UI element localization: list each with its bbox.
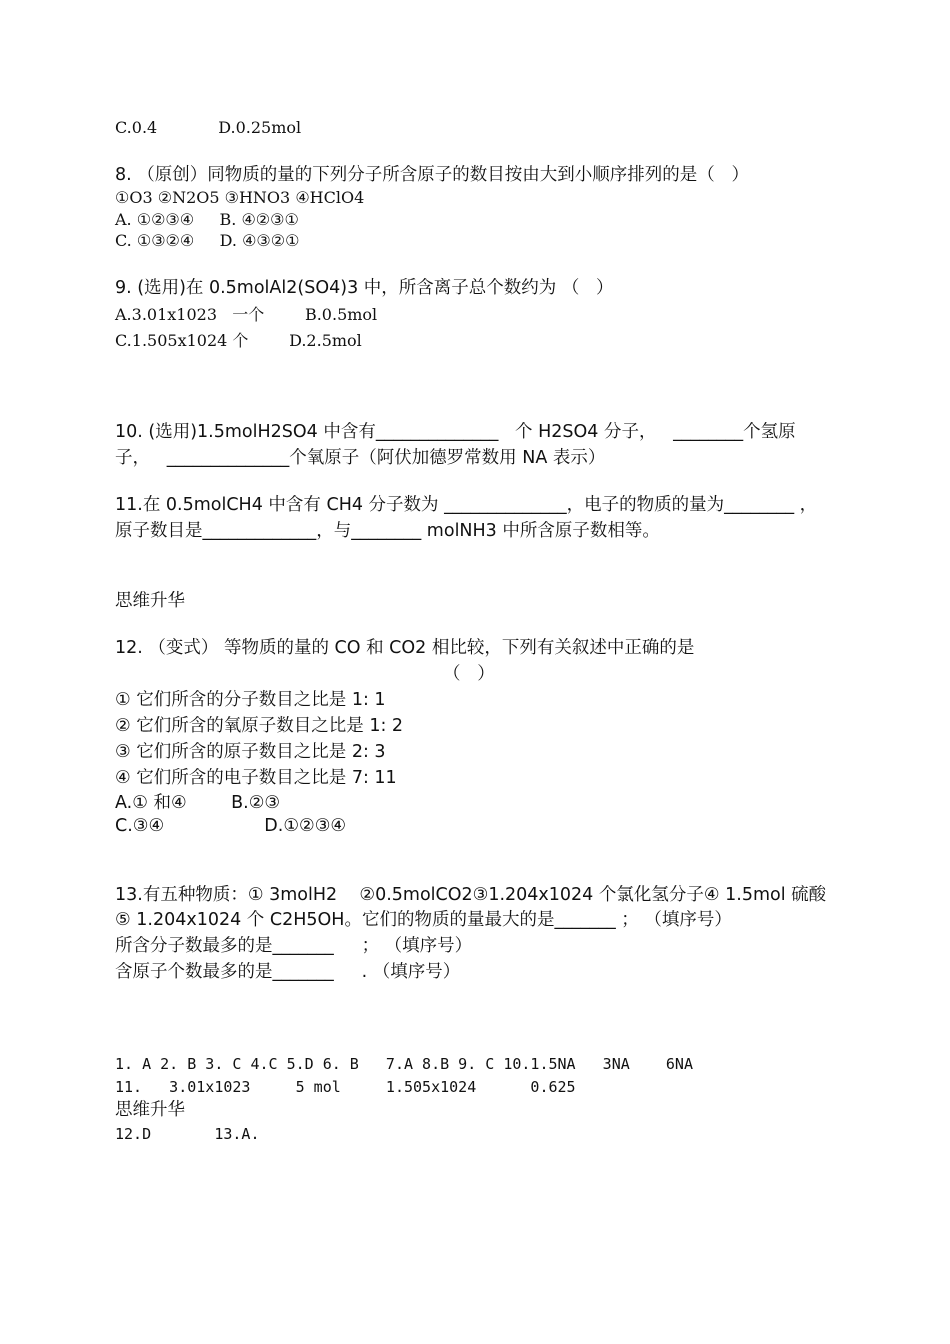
q12-item-3: ③ 它们所含的原子数目之比是 2: 3	[115, 742, 386, 762]
q11-line1: 11.在 0.5molCH4 中含有 CH4 分子数为 ______________，电子的物质的量为________ ，	[115, 495, 818, 515]
q13-line2: ⑤ 1.204x1024 个 C2H5OH。它们的物质的量最大的是_______ ； （填序号）	[115, 910, 732, 930]
q9-stem: 9. (选用)在 0.5molAl2(SO4)3 中，所含离子总个数约为 （ ）	[115, 278, 614, 298]
q11-line2: 原子数目是_____________，与________ molNH3 中所含原子数相等。	[115, 521, 660, 541]
q12-options-cd: C.③④ D.①②③④	[115, 816, 347, 836]
q13-line1: 13.有五种物质：① 3molH2 ②0.5molCO2③1.204x1024 个氯化氢分子④ 1.5mol 硫酸	[115, 885, 827, 905]
q12-item-4: ④ 它们所含的电子数目之比是 7: 11	[115, 768, 397, 788]
answers-line1: 1. A 2. B 3. C 4.C 5.D 6. B 7.A 8.B 9. C 10.1.5NA 3NA 6NA	[115, 1055, 693, 1073]
q13-line3: 所含分子数最多的是_______ ； （填序号）	[115, 936, 473, 956]
section-heading: 思维升华	[115, 591, 185, 611]
q7-options-cd: C.0.4 D.0.25mol	[115, 118, 302, 137]
answers-section-heading: 思维升华	[115, 1100, 185, 1120]
q10-line1: 10. (选用)1.5molH2SO4 中含有______________ 个 H2SO4 分子， ________个氢原	[115, 422, 796, 442]
q8-options-cd: C. ①③②④ D. ④③②①	[115, 231, 300, 250]
q8-stem: 8. （原创）同物质的量的下列分子所含原子的数目按由大到小顺序排列的是（ ）	[115, 165, 749, 185]
q12-answer-blank: （ ）	[443, 664, 495, 684]
q9-options-cd: C.1.505x1024 个 D.2.5mol	[115, 331, 362, 350]
q8-items: ①O3 ②N2O5 ③HNO3 ④HClO4	[115, 188, 365, 207]
q12-item-1: ① 它们所含的分子数目之比是 1: 1	[115, 690, 386, 710]
answers-line3: 12.D 13.A.	[115, 1125, 260, 1143]
q12-stem: 12. （变式） 等物质的量的 CO 和 CO2 相比较，下列有关叙述中正确的是	[115, 638, 695, 658]
q9-options-ab: A.3.01x1023 一个 B.0.5mol	[115, 305, 378, 324]
q12-options-ab: A.① 和④ B.②③	[115, 793, 281, 813]
q13-line4: 含原子个数最多的是_______ . （填序号）	[115, 962, 461, 982]
q8-options-ab: A. ①②③④ B. ④②③①	[115, 210, 299, 229]
q12-item-2: ② 它们所含的氧原子数目之比是 1: 2	[115, 716, 404, 736]
answers-line2: 11. 3.01x1023 5 mol 1.505x1024 0.625	[115, 1078, 576, 1096]
q10-line2: 子， ______________个氧原子（阿伏加德罗常数用 NA 表示）	[115, 448, 606, 468]
